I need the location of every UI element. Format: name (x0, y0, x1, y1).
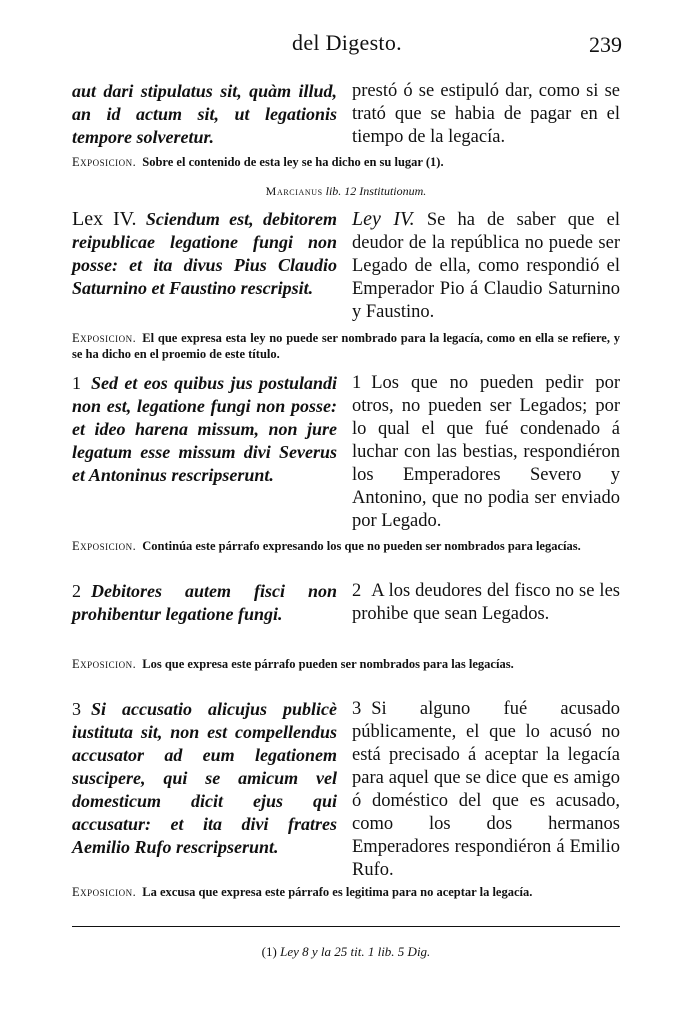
jurist-name: Marcianus (265, 184, 323, 198)
spanish-paragraph (352, 580, 620, 626)
running-title: del Digesto. (292, 30, 402, 55)
exposicion-text: El que expresa esta ley no puede ser nombrado para la legacía, como en ella se refiere, y se ha dicho en el proemio de este título. (72, 331, 620, 361)
latin-paragraph (72, 372, 337, 533)
exposicion-label: Exposicion. (72, 885, 137, 899)
exposicion-label: Exposicion. (72, 155, 137, 169)
latin-lex (72, 208, 337, 324)
jurist-attribution (72, 184, 620, 199)
latin-text: Si accusatio alicujus publicè iustituta sit, non est compellendus accusator ad eum legationem suscipere, qui se amicum vel domesticum dicit ejus qui accusatur: et ita divi fratres Aemilio Rufo rescripserunt. (72, 699, 337, 857)
spanish-text: A los deudores del fisco no se les prohibe que sean Legados. (352, 581, 620, 624)
intro-paragraph-pair (72, 80, 620, 149)
latin-paragraph (72, 698, 337, 882)
paragraph-3-pair (72, 698, 620, 882)
paragraph-number: 3 (352, 699, 362, 719)
paragraph-1-pair (72, 372, 620, 533)
paragraph-number: 2 (72, 581, 81, 601)
footnote-mark: (1) (261, 944, 277, 959)
exposicion-label: Exposicion. (72, 331, 137, 345)
paragraph-number: 3 (72, 699, 81, 719)
latin-paragraph (72, 580, 337, 626)
footnote-divider (72, 926, 620, 927)
exposicion-note (72, 656, 620, 672)
spanish-text: Se ha de saber que el deudor de la república no puede ser Legado de ella, como respondió el Emperador Pio á Claudio Saturnino y Faustino. (352, 210, 620, 322)
spanish-ley (352, 208, 620, 324)
spanish-text: Los que no pueden pedir por otros, no pueden ser Legados; por lo qual el que fué condenado á luchar con las bestias, respondiéron los Emperadores Severo y Antonino, que no podia ser enviado por Legado. (352, 373, 620, 531)
latin-text: aut dari stipulatus sit, quàm illud, an id actum sit, ut legationis tempore solveretur. (72, 81, 337, 147)
exposicion-text: Sobre el contenido de esta ley se ha dicho en su lugar (1). (142, 155, 444, 169)
spanish-paragraph (352, 372, 620, 533)
lex-label: Lex IV. (72, 208, 137, 230)
latin-text: Sed et eos quibus jus postulandi non est, legatione fungi non posse: et ideo harena missum, non jure legatum esse missum divi Severus et Antoninus rescripserunt. (72, 373, 337, 485)
exposicion-text: Continúa este párrafo expresando los que no pueden ser nombrados para legacías. (142, 539, 581, 553)
spanish-text: Si alguno fué acusado públicamente, el que lo acusó no está precisado á aceptar la legacía para aquel que se dice que es amigo ó doméstico del que es acusado, como los dos hermanos Emperadores respondiéron á Emilio Rufo. (352, 699, 620, 880)
exposicion-text: La excusa que expresa este párrafo es legitima para no aceptar la legacía. (142, 885, 533, 899)
exposicion-note (72, 154, 620, 170)
exposicion-label: Exposicion. (72, 657, 137, 671)
paragraph-number: 1 (352, 373, 362, 393)
footnote-text: Ley 8 y la 25 tit. 1 lib. 5 Dig. (280, 944, 431, 959)
paragraph-2-pair (72, 580, 620, 626)
spanish-text: prestó ó se estipuló dar, como si se trató que se habia de pagar en el tiempo de la legacía. (352, 81, 620, 147)
page-header (72, 30, 622, 64)
paragraph-number: 1 (72, 373, 81, 393)
exposicion-note (72, 884, 620, 900)
exposicion-note (72, 330, 620, 362)
exposicion-note (72, 538, 620, 554)
latin-text: Debitores autem fisci non prohibentur legatione fungi. (72, 581, 337, 624)
paragraph-number: 2 (352, 581, 362, 601)
latin-text: Sciendum est, debitorem reipublicae legatione fungi non posse: et ita divus Pius Claudio Saturnino et Faustino rescripsit. (72, 209, 337, 298)
jurist-source: lib. 12 Institutionum. (325, 184, 427, 198)
footnote (72, 944, 620, 960)
spanish-paragraph (352, 698, 620, 882)
exposicion-text: Los que expresa este párrafo pueden ser nombrados para las legacías. (142, 657, 514, 671)
page-number: 239 (589, 32, 622, 57)
exposicion-label: Exposicion. (72, 539, 137, 553)
ley-label: Ley IV. (352, 208, 415, 230)
lex-iv-pair (72, 208, 620, 324)
